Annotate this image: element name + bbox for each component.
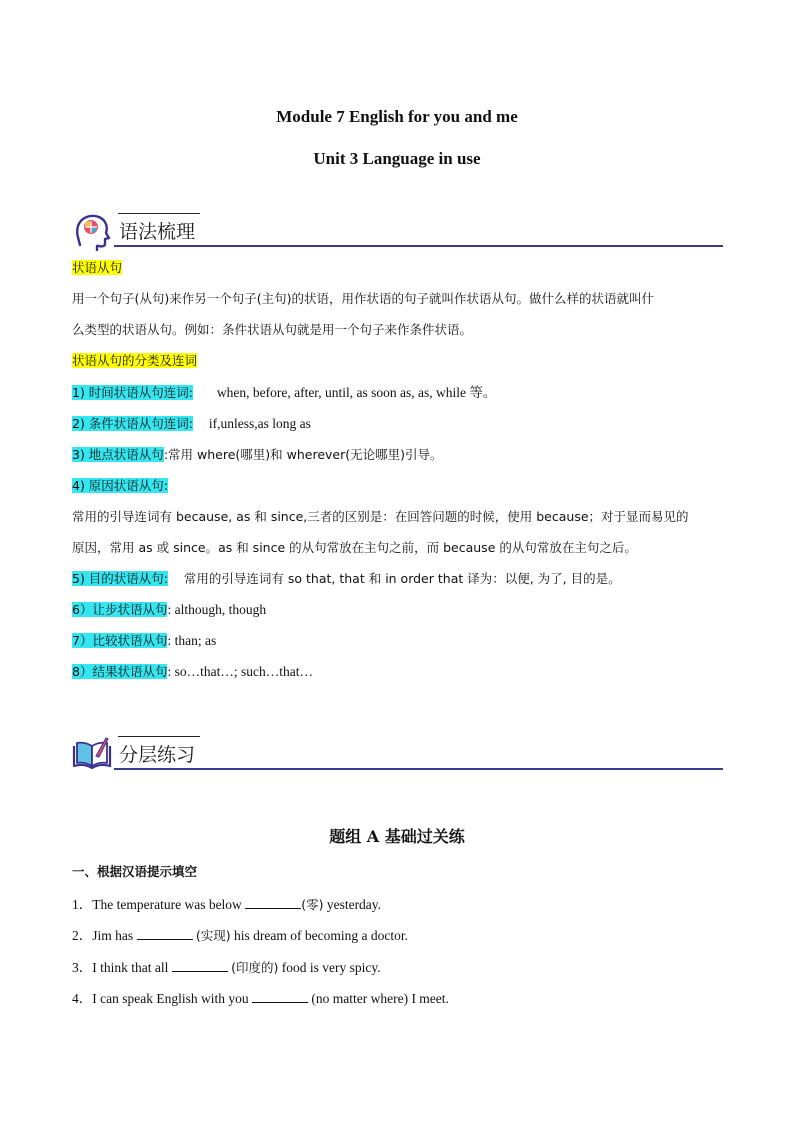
section-rule — [114, 768, 723, 770]
grammar-item: 1) 时间状语从句连词: when, before, after, until, as soon as, as, while 等。 — [72, 385, 497, 400]
practice-section-title: 分层练习 — [119, 744, 196, 766]
grammar-item: 8）结果状语从句: so…that…; such…that… — [72, 664, 313, 679]
part-title: 一、根据汉语提示填空 — [72, 864, 198, 879]
open-book-icon — [72, 734, 112, 774]
grammar-item: 7）比较状语从句: than; as — [72, 633, 217, 648]
grammar-section-header — [72, 211, 723, 253]
module-title: Module 7 English for you and me — [276, 107, 518, 126]
group-title: 题组 A 基础过关练 — [329, 827, 465, 846]
classification-heading: 状语从句的分类及连词 — [72, 353, 198, 368]
reason-line-2: 原因，常用 as 或 since。as 和 since 的从句常放在主句之前，而 because 的从句常放在主句之后。 — [72, 540, 637, 555]
practice-section-header — [72, 734, 723, 776]
answer-blank[interactable] — [137, 928, 193, 940]
section-rule — [114, 245, 723, 247]
grammar-section-title: 语法梳理 — [119, 221, 196, 243]
answer-blank[interactable] — [252, 991, 308, 1003]
grammar-item: 4) 原因状语从句: — [72, 478, 169, 493]
section-top-line — [118, 213, 200, 214]
grammar-item: 3) 地点状语从句:常用 where(哪里)和 wherever(无论哪里)引导。 — [72, 447, 443, 462]
answer-blank[interactable] — [245, 897, 301, 909]
grammar-item: 6）让步状语从句: although, though — [72, 602, 267, 617]
answer-blank[interactable] — [172, 960, 228, 972]
question-item: 3．I think that all (印度的) food is very spicy. — [72, 960, 381, 975]
intro-line-2: 么类型的状语从句。例如：条件状语从句就是用一个句子来作条件状语。 — [72, 322, 473, 337]
topic-heading: 状语从句 — [72, 260, 123, 275]
question-item: 4．I can speak English with you (no matter where) I meet. — [72, 991, 449, 1006]
intro-line-1: 用一个句子(从句)来作另一个句子(主句)的状语，用作状语的句子就叫作状语从句。做什么样的状语就叫什 — [72, 291, 655, 306]
unit-title: Unit 3 Language in use — [313, 149, 481, 168]
grammar-item: 5) 目的状语从句: 常用的引导连词有 so that, that 和 in order that 译为：以便, 为了, 目的是。 — [72, 571, 621, 586]
reason-line-1: 常用的引导连词有 because, as 和 since,三者的区别是：在回答问题的时候，使用 because；对于显而易见的 — [72, 509, 689, 524]
brain-head-icon — [72, 211, 112, 251]
question-item: 2．Jim has (实现) his dream of becoming a doctor. — [72, 928, 408, 943]
section-top-line — [118, 736, 200, 737]
grammar-item: 2) 条件状语从句连词: if,unless,as long as — [72, 416, 311, 431]
question-item: 1．The temperature was below (零) yesterday. — [72, 897, 382, 912]
